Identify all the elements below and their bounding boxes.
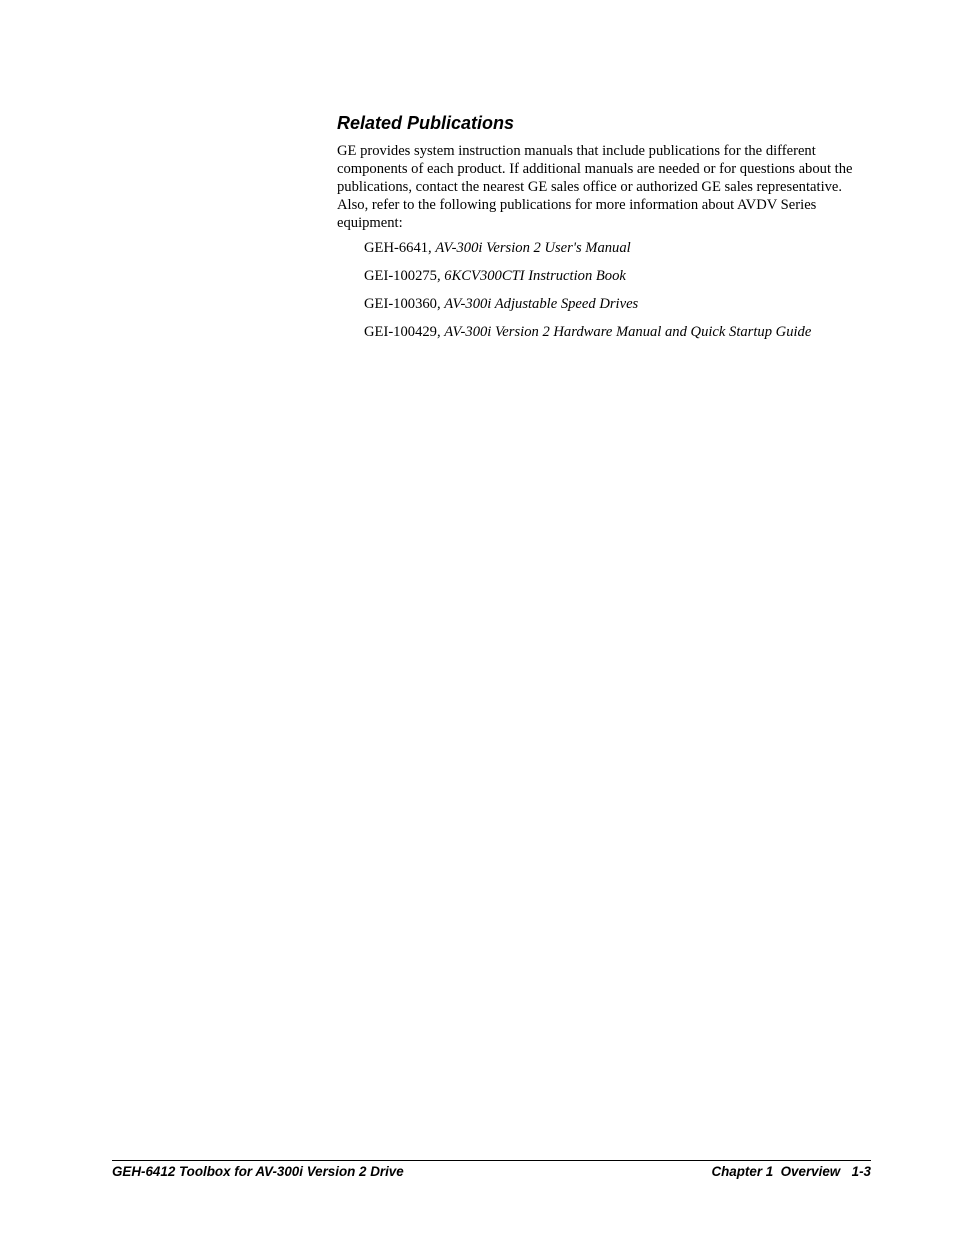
publication-list — [337, 239, 872, 351]
publication-item — [364, 295, 872, 323]
publication-title: AV-300i Adjustable Speed Drives — [444, 296, 639, 312]
footer-chapter-info — [711, 1163, 871, 1180]
publication-item — [364, 323, 872, 351]
section-heading: Related Publications — [337, 113, 515, 133]
publication-number: GEI-100275, — [364, 268, 445, 284]
intro-paragraph: GE provides system instruction manuals that include publications for the different components of each product. If additional manuals are needed or for questions about the publications, contact the nearest GE sales office or authorized GE sales representative. Also, refer to the following publications for more information about AVDV Series equipment: — [337, 143, 853, 231]
publication-title: 6KCV300CTI Instruction Book — [444, 268, 626, 284]
publication-number: GEH-6641, — [364, 240, 436, 256]
footer-chapter: Chapter 1 Overview — [711, 1164, 841, 1179]
footer-page-number: 1-3 — [844, 1164, 871, 1179]
publication-title: AV-300i Version 2 Hardware Manual and Quick Startup Guide — [444, 324, 812, 340]
related-publications-section — [337, 111, 872, 351]
footer-document-title: GEH-6412 Toolbox for AV-300i Version 2 Drive — [112, 1164, 404, 1179]
publication-number: GEI-100360, — [364, 296, 445, 312]
publication-item — [364, 239, 872, 267]
page-footer — [112, 1160, 871, 1180]
publication-item — [364, 267, 872, 295]
publication-number: GEI-100429, — [364, 324, 445, 340]
publication-title: AV-300i Version 2 User's Manual — [435, 240, 631, 256]
